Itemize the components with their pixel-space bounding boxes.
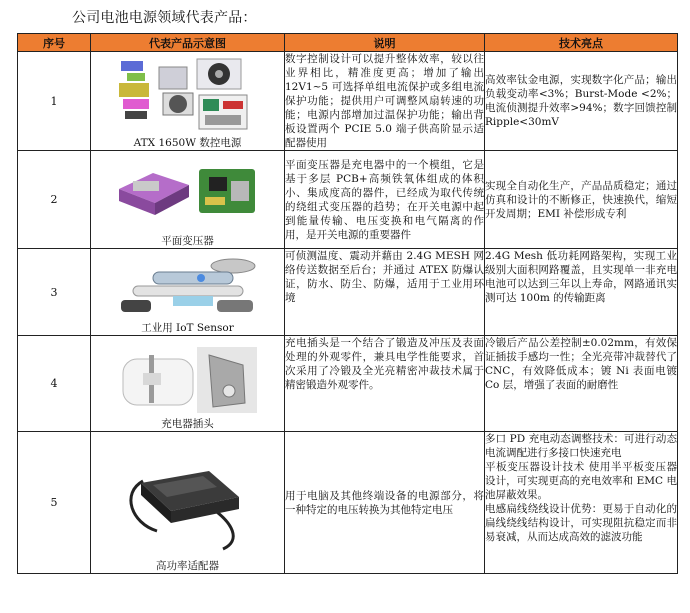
iot-sensor-image [91, 254, 284, 320]
row-number: 4 [18, 336, 91, 432]
table-row [18, 432, 678, 574]
product-highlight: 冷锻后产品公差控制±0.02mm，有效保证插拔手感均一性；全光亮带冲裁替代了 CNC，有效降低成本；镀 Ni 表面电镀 Co 层，增强了表面的耐磨性 [485, 336, 678, 432]
table-header-row [18, 34, 678, 52]
column-header-description: 说明 [285, 34, 485, 52]
product-image-cell [91, 52, 285, 151]
product-caption: 高功率适配器 [156, 560, 219, 572]
column-header-image: 代表产品示意图 [91, 34, 285, 52]
charger-plug-image [91, 344, 284, 416]
product-caption: ATX 1650W 数控电源 [133, 137, 242, 149]
product-description: 可侦测温度、震动并藉由 2.4G MESH 网络传送数据至后台；并通过 ATEX 防爆认证，防水、防尘、防爆，适用于工业用环境 [285, 249, 485, 336]
product-image-cell [91, 151, 285, 249]
product-highlight-cell [485, 432, 678, 574]
product-highlight: 实现全自动化生产，产品品质稳定；通过仿真和设计的不断修正，快速换代，缩短开发周期；EMI 补偿形成专利 [485, 151, 678, 249]
planar-transformer-image [91, 155, 284, 233]
product-description: 数字控制设计可以提升整体效率，较以往业界相比，精准度更高；增加了输出 12V1~5 可选择单组电流保护或多组电流保护功能；提供用户可调整风扇转速的功能；电源内部增加过温保护功能；输出背板设置两个 PCIE 5.0 端子供高阶显示适配器使用 [285, 53, 484, 149]
product-caption: 平面变压器 [161, 235, 214, 247]
page-heading: 公司电池电源领域代表产品： [72, 10, 257, 26]
product-description: 平面变压器是充电器中的一个模组，它是基于多层 PCB+高频铁氧体组成的体积小、集成度高的器件，已经成为取代传统的绕组式变压器的趋势；在开关电源中起到能量传输、电压变换和电气隔离的作用，是开关电源的重要器件 [285, 151, 485, 249]
products-table [17, 33, 678, 574]
column-header-highlights: 技术亮点 [485, 34, 678, 52]
column-header-index: 序号 [18, 34, 91, 52]
table-row [18, 52, 678, 151]
table-row [18, 151, 678, 249]
product-image-cell [91, 336, 285, 432]
atx-power-supply-image [91, 57, 284, 135]
power-adapter-image [91, 448, 284, 558]
product-caption: 充电器插头 [161, 418, 214, 430]
product-highlight-inductor: 电感扁线绕线设计优势：更易于自动化的扁线绕线结构设计，可实现阻抗稳定而非易衰减，从而达成高效的滤波功能 [485, 503, 677, 543]
product-image-cell [91, 249, 285, 336]
row-number: 3 [18, 249, 91, 336]
product-highlight: 2.4G Mesh 低功耗网路架构，实现工业级别大面积网路覆盖，且实现单一非充电电池可以达到三年以上寿命，网路通讯实测可达 100m 的传输距离 [485, 249, 678, 336]
product-highlight-pd: 多口 PD 充电动态调整技术：可进行动态电流调配进行多接口快速充电 [485, 433, 677, 459]
table-row [18, 249, 678, 336]
product-highlight: 高效率钛金电源，实现数字化产品；输出负载变动率<3%；Burst-Mode <2%；电流侦测提升效率>94%；数字回馈控制 Ripple<30mV [485, 52, 678, 151]
row-number: 1 [18, 52, 91, 151]
product-caption: 工业用 IoT Sensor [141, 322, 234, 334]
product-image-cell [91, 432, 285, 574]
product-highlight-transformer: 平板变压器设计技术 使用半平板变压器设计，可实现更高的充电效率和 EMC 电池屏蔽效果。 [485, 461, 677, 501]
row-number: 2 [18, 151, 91, 249]
table-row [18, 336, 678, 432]
product-description: 充电插头是一个结合了锻造及冲压及表面处理的外观零件，兼具电学性能要求，首次采用了冷锻及全光亮精密冲裁技术属于精密锻造外观零件。 [285, 336, 485, 432]
row-number: 5 [18, 432, 91, 574]
product-description: 用于电脑及其他终端设备的电源部分，将一种特定的电压转换为其他特定电压 [285, 432, 485, 574]
